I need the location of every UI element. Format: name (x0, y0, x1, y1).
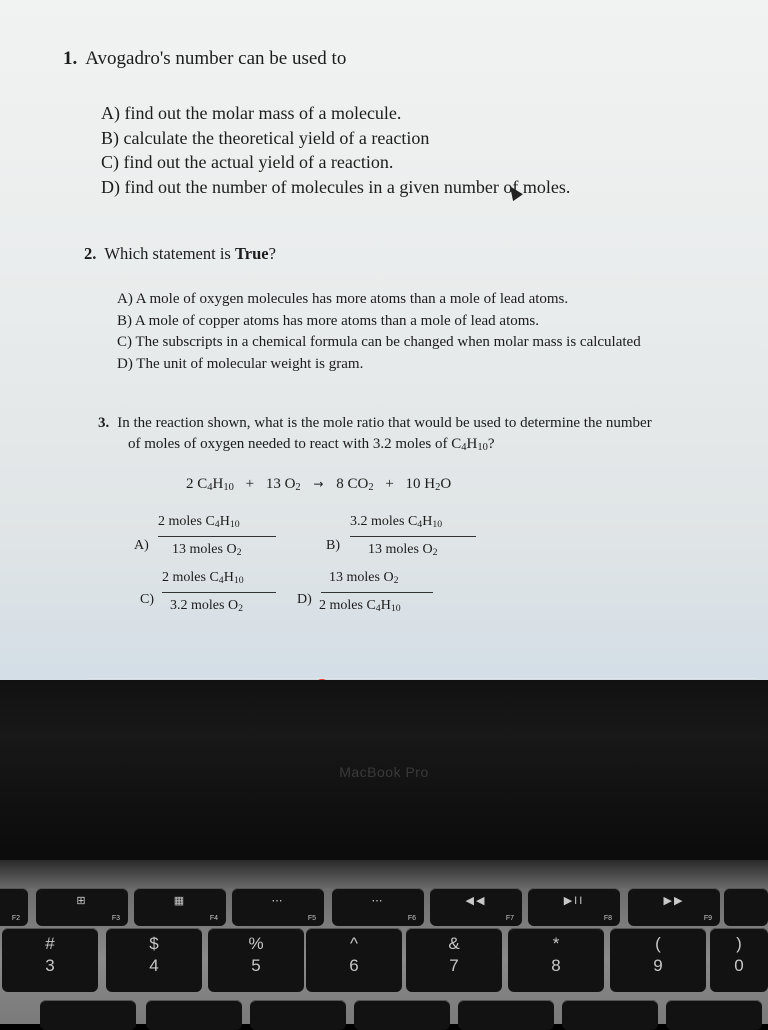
subscript: 10 (223, 482, 234, 493)
num-text: 13 moles O (329, 570, 394, 585)
key-digit: 0 (734, 956, 744, 975)
reaction-equation (186, 476, 451, 493)
question-1-options (101, 101, 570, 199)
option-letter: D) (297, 592, 312, 607)
den-text: 13 moles O (368, 542, 433, 557)
question-number: 1. (63, 48, 78, 69)
question-number: 3. (98, 415, 110, 431)
key-7[interactable] (406, 928, 502, 992)
subscript: 4 (461, 442, 467, 453)
reaction-arrow-icon: → (313, 477, 324, 491)
option-letter: A) (134, 538, 149, 553)
key-row3-partial[interactable] (146, 1000, 242, 1030)
subscript: 2 (393, 575, 399, 586)
numerator (162, 570, 244, 586)
den-h: H (380, 598, 391, 613)
key-symbol: $ (149, 934, 159, 953)
key-digit: 4 (149, 956, 159, 975)
question-3 (98, 413, 652, 458)
key-symbol: * (552, 934, 560, 953)
key-label: F9 (703, 915, 712, 922)
key-digit: 7 (449, 956, 459, 975)
key-6[interactable] (306, 928, 402, 992)
key-row3-partial[interactable] (458, 1000, 554, 1030)
question-text-end: ? (268, 244, 276, 263)
key-row3-partial[interactable] (354, 1000, 450, 1030)
subscript: 2 (238, 603, 243, 614)
num-h: H (422, 514, 433, 529)
denominator (170, 598, 243, 614)
key-row3-partial[interactable] (40, 1000, 136, 1030)
key-f3[interactable] (36, 888, 128, 926)
num-text: 3.2 moles C (350, 514, 418, 529)
num-h: H (223, 570, 234, 585)
key-row3-partial[interactable] (666, 1000, 762, 1030)
subscript: 2 (295, 482, 301, 493)
key-row3-partial[interactable] (562, 1000, 658, 1030)
question-text-line-2 (98, 434, 652, 458)
reactant-2: 13 O (265, 476, 296, 492)
backlight-up-icon: ⋯ (371, 895, 385, 907)
question-2 (84, 244, 276, 264)
fraction-bar (162, 592, 276, 593)
denominator (319, 598, 401, 614)
key-digit: 3 (45, 956, 55, 975)
numerator (329, 570, 398, 586)
numerator (350, 514, 442, 530)
subscript: 4 (207, 482, 213, 493)
option-a: A) find out the molar mass of a molecule. (101, 103, 402, 123)
option-letter: B) (326, 538, 340, 553)
key-symbol: ( (655, 934, 661, 953)
key-f2[interactable] (0, 888, 28, 926)
fast-forward-icon: ▶▶ (663, 895, 685, 907)
key-symbol: & (448, 934, 460, 953)
key-0[interactable] (710, 928, 768, 992)
key-f10-partial[interactable] (724, 888, 768, 926)
subscript: 4 (417, 519, 423, 530)
plus-sign: + (245, 476, 255, 492)
plus-sign: + (385, 476, 394, 492)
key-symbol: ^ (350, 934, 358, 953)
play-pause-icon: ▶II (563, 895, 585, 907)
fraction-bar (158, 536, 276, 537)
option-d: D) find out the number of molecules in a given number of moles. (101, 176, 571, 197)
fraction-bar (321, 592, 433, 593)
question-2-options (117, 289, 641, 375)
key-label: F7 (505, 915, 514, 922)
key-4[interactable] (106, 928, 202, 992)
key-f4[interactable] (134, 888, 226, 926)
key-row3-partial[interactable] (250, 1000, 346, 1030)
key-symbol: % (248, 934, 264, 953)
key-9[interactable] (610, 928, 706, 992)
option-letter: C) (140, 592, 154, 607)
option-d: D) The unit of molecular weight is gram. (117, 355, 364, 372)
key-label: F5 (307, 915, 316, 922)
question-1 (63, 48, 346, 70)
subscript: 10 (233, 575, 244, 586)
mission-control-icon: ⊞ (76, 895, 88, 907)
subscript: 2 (432, 547, 438, 558)
question-text-line-1: In the reaction shown, what is the mole ratio that would be used to determine the number (117, 415, 652, 431)
line2-pre: of moles of oxygen needed to react with 3.2 moles of C (128, 436, 462, 452)
question-text-bold: True (234, 244, 269, 263)
product-1: 8 CO (336, 476, 369, 492)
product-2: 10 H (405, 476, 436, 492)
key-label: F3 (111, 915, 120, 922)
reactant-1: 2 C (186, 476, 208, 492)
subscript: 10 (390, 603, 401, 614)
question-text: Avogadro's number can be used to (85, 48, 347, 69)
den-text: 2 moles C (319, 598, 376, 613)
subscript: 4 (375, 603, 381, 614)
key-5[interactable] (208, 928, 304, 992)
launchpad-icon: ▦ (173, 895, 187, 907)
key-f8[interactable] (528, 888, 620, 926)
key-label: F2 (11, 915, 20, 922)
denominator (368, 542, 437, 558)
macbook-label: MacBook Pro (339, 764, 429, 780)
product-2-end: O (440, 476, 452, 492)
option-b: B) A mole of copper atoms has more atoms than a mole of lead atoms. (117, 312, 539, 329)
key-digit: 6 (349, 956, 359, 975)
subscript: 10 (229, 519, 240, 530)
reactant-1-h: H (212, 476, 224, 492)
subscript: 4 (214, 519, 220, 530)
backlight-down-icon: ⋯ (271, 895, 285, 907)
key-3[interactable] (2, 928, 98, 992)
den-text: 13 moles O (172, 542, 237, 557)
key-digit: 5 (251, 956, 261, 975)
key-f9[interactable] (628, 888, 720, 926)
question-number: 2. (84, 244, 97, 263)
option-a: A) A mole of oxygen molecules has more atoms than a mole of lead atoms. (117, 291, 569, 307)
num-text: 2 moles C (158, 514, 215, 529)
option-c: C) find out the actual yield of a reaction. (101, 152, 394, 172)
rewind-icon: ◀◀ (465, 895, 487, 907)
line2-end: ? (487, 436, 495, 452)
subscript: 2 (236, 547, 242, 558)
question-text: Which statement is (104, 244, 235, 263)
subscript: 4 (218, 575, 224, 586)
option-b: B) calculate the theoretical yield of a reaction (101, 127, 430, 148)
key-f7[interactable] (430, 888, 522, 926)
subscript: 10 (477, 442, 488, 453)
den-text: 3.2 moles O (170, 598, 239, 613)
key-digit: 8 (551, 956, 561, 975)
subscript: 2 (435, 482, 441, 493)
key-symbol: # (45, 934, 55, 953)
num-text: 2 moles C (162, 570, 219, 585)
subscript: 2 (368, 482, 374, 493)
key-f6[interactable] (332, 888, 424, 926)
fraction-bar (350, 536, 476, 537)
key-label: F4 (209, 915, 218, 922)
key-digit: 9 (653, 956, 663, 975)
key-label: F6 (407, 915, 416, 922)
num-h: H (219, 514, 230, 529)
subscript: 10 (432, 519, 443, 530)
denominator (172, 542, 241, 558)
key-label: F8 (603, 915, 612, 922)
key-f5[interactable] (232, 888, 324, 926)
line2-mid: H (466, 436, 478, 452)
numerator (158, 514, 240, 530)
option-c: C) The subscripts in a chemical formula can be changed when molar mass is calculated (117, 334, 641, 350)
key-8[interactable] (508, 928, 604, 992)
key-symbol: ) (736, 934, 742, 953)
